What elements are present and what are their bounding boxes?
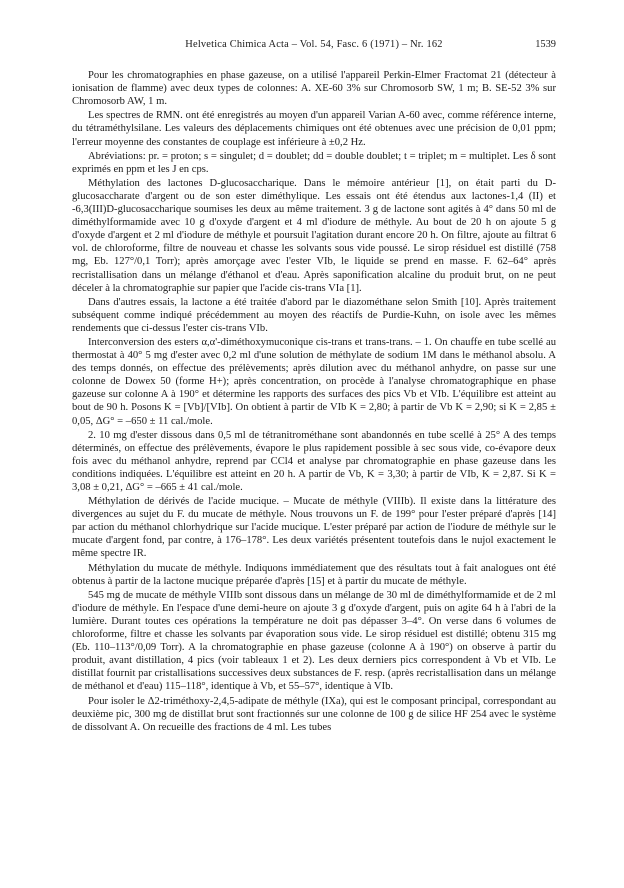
page-header: [72, 38, 556, 51]
paragraph-procedure: 545 mg de mucate de méthyle VIIIb sont dissous dans un mélange de 30 ml de diméthylformamide et de 2 ml d'iodure de méthyle. En l'espace d'une demi-heure on ajoute 3 g d'oxyde d'argent, puis on agite 64 h à l'abri de la lumière. Durant toutes ces opérations la température ne doit pas dépasser 3–4°. On verse dans 6 volumes de chloroforme, filtre et chasse les solvants par évaporation sous vide. Le sirop résiduel est distillé; obtenu 315 mg (Eb. 110–113°/0,09 Torr). A la chromatographie en phase gazeuse (colonne A à 190°) on observe à partir du produit, avant distillation, 4 pics (voir tableaux 1 et 2). Les deux derniers pics correspondent à Vb et VIb. Le distillat fournit par cristallisations successives deux substances de F. resp. (après recristallisation dans un mélange de méthanol et d'eau) 115–118°, identique à Vb, et 55–57°, identique à VIb.: [72, 589, 556, 693]
paragraph-nmr: Les spectres de RMN. ont été enregistrés au moyen d'un appareil Varian A-60 avec, comme référence interne, du tétraméthylsilane. Les valeurs des déplacements chimiques ont été obtenues avec une précision de 0,01 ppm; l'erreur moyenne des constantes de couplage est inférieure à ±0,2 Hz.: [72, 110, 556, 148]
article-body: [72, 69, 556, 734]
paragraph-interconversion: Interconversion des esters α,α'-diméthoxymuconique cis-trans et trans-trans. – 1. On chauffe en tube scellé au thermostat à 40° 5 mg d'ester avec 0,2 ml d'une solution de méthylate de sodium 1M dans le méthanol absolu. A des temps donnés, on effectue des prélèvements; après dilution avec du méthanol anhydre, on passe sur une colonne de Dowex 50 (forme H+); après concentration, on procède à l'analyse chromatographique en phase gazeuse sur colonne A à 190° et détermine les rapports des surfaces des pics Vb et VIb. L'équilibre est atteint au bout de 90 h. Posons K = [Vb]/[VIb]. On obtient à partir de VIb K = 2,80; à partir de Vb K = 2,90; si K = 2,85 ± 0,05, ΔG° = –650 ± 11 cal./mole.: [72, 336, 556, 427]
paragraph-mucic-derivatives: Méthylation de dérivés de l'acide mucique. – Mucate de méthyle (VIIIb). Il existe dans la littérature des divergences au sujet du F. du mucate de méthyle. Nous trouvons un F. de 199° pour l'ester préparé d'après [14] par action du méthanol chlorhydrique sur l'acide mucique. L'ester préparé par action de l'iodure de méthyle sur le mucate d'argent fond, par contre, à 176–178°. Les deux variétés présentent toutefois dans le nujol exactement le même spectre IR.: [72, 496, 556, 560]
paragraph-methylation-lactones: Méthylation des lactones D-glucosaccharique. Dans le mémoire antérieur [1], on était parti du D-glucosaccharate d'argent ou de son ester diméthylique. Les essais ont été étendus aux lactones-1,4 (II) et -6,3(III)D-glucosaccharique soumises les deux au même traitement. 3 g de lactone sont agités à 4° dans 50 ml de diméthylformamide avec 10 g d'oxyde d'argent et 4 ml d'iodure de méthyle. Au bout de 20 h on ajoute 5 g d'oxyde d'argent et 2 ml d'iodure de méthyle et poursuit l'agitation durant encore 20 h. On filtre, ajoute au filtrat 6 vol. de chloroforme, filtre de nouveau et chasse les solvants sous vide poussé. Le sirop résiduel est distillé (758 mg, Eb. 127°/0,1 Torr); après amorçage avec l'ester VIb, le liquide se prend en masse. F. 62–64° après recristallisation dans un mélange d'éthanol et d'eau. Après saponification alcaline du produit brut, on ne peut déceler à la chromatographie sur papier que l'acide cis-trans VIa [1].: [72, 177, 556, 294]
paragraph-tetranitromethane: 2. 10 mg d'ester dissous dans 0,5 ml de tétranitrométhane sont abandonnés en tube scellé à 25° A des temps déterminés, on effectue des prélèvements, évapore le plus rapidement possible à sec sous vide, co-évapore deux fois avec du méthanol anhydre, reprend par CCl4 et analyse par chromatographie en phase gazeuse dans les conditions indiquées. L'équilibre est atteint en 20 h. A partir de Vb, K = 3,30; à partir de VIb, K = 2,87. Si K = 3,08 ± 0,21, ΔG° = –665 ± 41 cal./mole.: [72, 429, 556, 493]
page-number: 1539: [535, 39, 556, 50]
running-title: Helvetica Chimica Acta – Vol. 54, Fasc. 6 (1971) – Nr. 162: [185, 39, 443, 50]
paragraph-abbreviations: Abréviations: pr. = proton; s = singulet; d = doublet; dd = double doublet; t = triplet; m = multiplet. Les δ sont exprimés en ppm et les J en cps.: [72, 150, 556, 175]
paragraph-diazomethane: Dans d'autres essais, la lactone a été traitée d'abord par le diazométhane selon Smith [10]. Après traitement subséquent comme indiqué précédemment au moyen des réactifs de Purdie-Kuhn, on isole avec les mêmes rendements que ci-dessus l'ester cis-trans VIb.: [72, 296, 556, 334]
paragraph-isolation: Pour isoler le Δ2-triméthoxy-2,4,5-adipate de méthyle (IXa), qui est le composant principal, correspondant au deuxième pic, 300 mg de distillat brut sont fractionnés sur une colonne de 100 g de silice HF 254 avec le système de dissolvant A. On recueille des fractions de 4 ml. Les tubes: [72, 695, 556, 733]
paragraph-methyl-mucate-methylation: Méthylation du mucate de méthyle. Indiquons immédiatement que des résultats tout à fait analogues ont été obtenus à partir de la lactone mucique préparée d'après [15] et à partir du mucate de méthyle.: [72, 562, 556, 587]
paragraph-gc-apparatus: Pour les chromatographies en phase gazeuse, on a utilisé l'appareil Perkin-Elmer Fractomat 21 (détecteur à ionisation de flamme) avec deux types de colonnes: A. XE-60 3% sur Chromosorb SW, 1 m; B. SE-52 3% sur Chromosorb AW, 1 m.: [72, 70, 556, 108]
